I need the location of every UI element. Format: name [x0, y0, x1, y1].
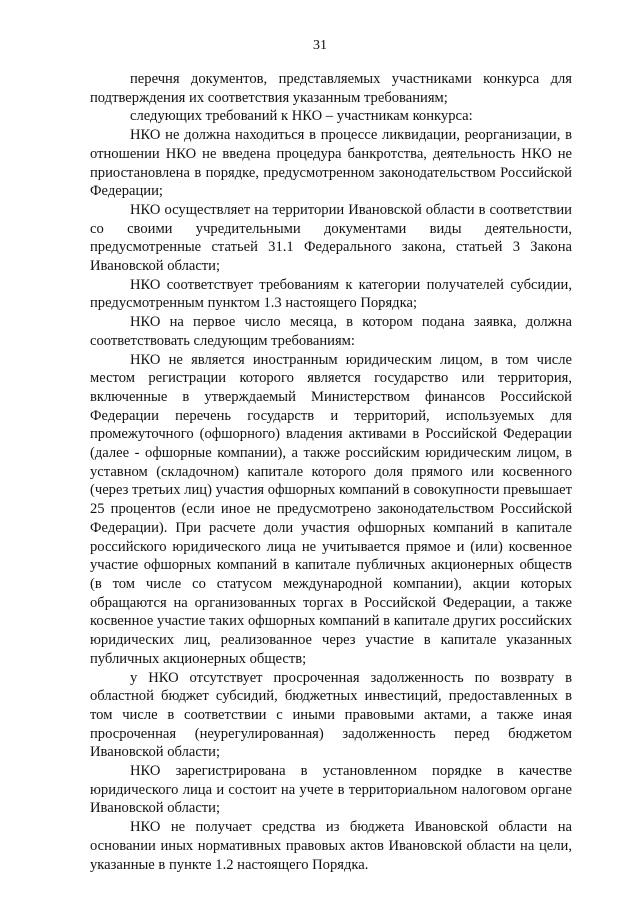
paragraph-registered-taxpayer: НКО зарегистрирована в установленном порядке в качестве юридического лица и состоит на учете в территориальном налоговом органе Ивановской области; [90, 763, 572, 817]
paragraph-not-foreign-entity: НКО не является иностранным юридическим лицом, в том числе местом регистрации которого является государство или территория, включенные в утверждаемый Министерством финансов Российской Федерации перечень государств и территорий, используемых для промежуточного (офшорного) владения активами в Российской Федерации (далее - офшорные компании), а также российским юридическим лицом, в уставном (складочном) капитале которого доля прямого или косвенного (через третьих лиц) участия офшорных компаний в совокупности превышает 25 процентов (если иное не предусмотрено законодательством Российской Федерации). При расчете доли участия офшорных компаний в капитале российского юридического лица не учитывается прямое и (или) косвенное участие офшорных компаний в капитале публичных акционерных обществ (в том числе со статусом международной компании), акции которых обращаются на организованных торгах в Российской Федерации, а также косвенное участие таких офшорных компаний в капитале других российских юридических лиц, реализованное через участие в капитале указанных публичных акционерных обществ; [90, 351, 572, 667]
paragraph-territory-activity: НКО осуществляет на территории Ивановской области в соответствии со своими учредительными документами виды деятельности, предусмотренные статьей 31.1 Федерального закона, статьей 3 Закона Ивановской области; [90, 201, 572, 275]
paragraph-no-liquidation: НКО не должна находиться в процессе ликвидации, реорганизации, в отношении НКО не введена процедура банкротства, деятельность НКО не приостановлена в порядке, предусмотренном законодательством Российской Федерации; [90, 127, 572, 200]
paragraph-documents-list: перечня документов, представляемых участниками конкурса для подтверждения их соответствия указанным требованиям; [90, 71, 572, 106]
paragraph-no-other-funds: НКО не получает средства из бюджета Ивановской области на основании иных нормативных правовых актов Ивановской области на цели, указанные в пункте 1.2 настоящего Порядка. [90, 819, 572, 873]
paragraph-first-day-requirements: НКО на первое число месяца, в котором подана заявка, должна соответствовать следующим требованиям: [90, 314, 572, 349]
paragraph-requirements-intro: следующих требований к НКО – участникам конкурса: [130, 108, 473, 125]
page-number: 31 [313, 38, 327, 53]
paragraph-no-overdue-debt: у НКО отсутствует просроченная задолженность по возврату в областной бюджет субсидий, бюджетных инвестиций, предоставленных в том числе в соответствии с иными правовыми актами, а также иная просроченная (неурегулированная) задолженность перед бюджетом Ивановской области; [90, 669, 572, 761]
document-body [90, 70, 572, 874]
paragraph-recipient-category: НКО соответствует требованиям к категории получателей субсидии, предусмотренным пунктом 1.3 настоящего Порядка; [90, 276, 572, 312]
